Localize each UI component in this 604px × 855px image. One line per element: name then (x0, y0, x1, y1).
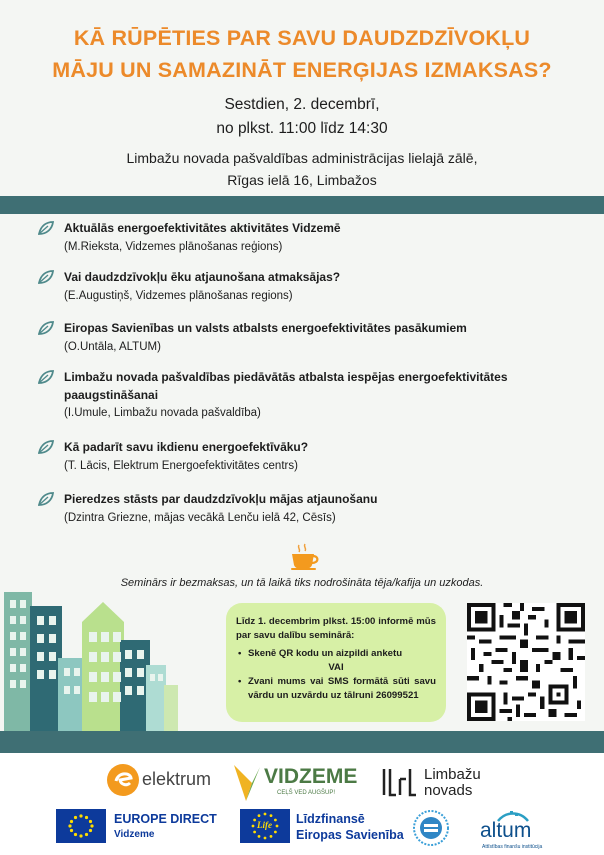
europe-direct-line-1: EUROPE DIRECT (114, 812, 217, 826)
event-date (0, 93, 604, 141)
vidzeme-logo-icon (232, 763, 262, 803)
venue-line-1: Limbažu novada pašvaldības administrācijas lielajā zālē, (126, 150, 478, 166)
coffee-cup-icon (288, 543, 320, 571)
venue-line-2: Rīgas ielā 16, Limbažos (227, 172, 377, 188)
seminar-note: Seminārs ir bezmaksas, un tā laikā tiks nodrošināta tēja/kafija un uzkodas. (120, 577, 484, 589)
qr-code[interactable] (467, 603, 585, 721)
elektrum-logo-text: elektrum (142, 769, 212, 789)
eu-cofinanced-line-2: Eiropas Savienība (296, 828, 404, 842)
agenda-item-speaker: (O.Untāla, ALTUM) (64, 341, 161, 353)
title-line-2: MĀJU UN SAMAZINĀT ENERĢIJAS IZMAKSAS? (52, 58, 552, 82)
agenda-item-speaker: (T. Lācis, Elektrum Energoefektivitātes centrs) (64, 460, 298, 472)
agenda-item-speaker: (Dzintra Griezne, mājas vecākā Lenču ielā 42, Cēsīs) (64, 512, 336, 524)
leaf-icon (38, 370, 54, 384)
registration-option-phone: • Zvani mums vai SMS formātā sūti savu vārdu un uzvārdu uz tālruni 26099521 (236, 675, 436, 703)
vidzeme-tagline: CEĻŠ VED AUGŠUP! (277, 790, 336, 796)
life-logo-text: Life (257, 820, 272, 830)
event-venue (0, 147, 604, 191)
eu-flag-icon (56, 809, 106, 843)
date-line-2: no plkst. 11:00 līdz 14:30 (216, 120, 388, 137)
agenda-item-title: Pieredzes stāsts par daudzdzīvokļu mājas atjaunošanu (64, 492, 378, 506)
leaf-icon (38, 270, 54, 284)
registration-options (236, 647, 436, 703)
leaf-icon (38, 321, 54, 335)
elektrum-logo-icon (106, 763, 140, 797)
agenda-item-title: Eiropas Savienības un valsts atbalsts energoefektivitātes pasākumiem (64, 321, 467, 335)
agenda-item-title: Aktuālās energoefektivitātes aktivitātes Vidzemē (64, 221, 341, 235)
bottom-divider-band (0, 731, 604, 753)
leaf-icon (38, 492, 54, 506)
limbazu-line-2: novads (424, 782, 473, 799)
leaf-icon (38, 221, 54, 235)
vidzeme-logo-text: VIDZEME (264, 765, 358, 788)
top-divider-band (0, 196, 604, 214)
altum-logo-text: altum (480, 819, 532, 842)
limbazu-line-1: Limbažu (424, 766, 481, 783)
registration-or: VAI (328, 662, 344, 673)
sponsor-logos (0, 753, 604, 855)
europe-direct-line-2: Vidzeme (114, 829, 155, 840)
event-title (0, 22, 604, 86)
eu-cofinanced-text (296, 811, 404, 843)
registration-option-qr: • Skenē QR kodu un aizpildi anketu (236, 647, 436, 661)
agenda-item-speaker: (I.Umule, Limbažu novada pašvaldība) (64, 407, 261, 419)
agenda-item-speaker: (M.Rieksta, Vidzemes plānošanas reģions) (64, 241, 283, 253)
agenda-item-title: Limbažu novada pašvaldības piedāvātās atbalsta iespējas energoefektivitātes paaugstināšanai (64, 370, 508, 402)
altum-tagline: Attīstības finanšu institūcija (482, 844, 543, 850)
registration-lead: Līdz 1. decembrim plkst. 15:00 informē mūs par savu dalību seminārā: (236, 616, 436, 641)
europe-direct-logo-text (114, 811, 217, 843)
agenda-item-speaker: (E.Augustiņš, Vidzemes plānošanas regions) (64, 290, 293, 302)
cel-seel-logo-icon (412, 809, 450, 847)
limbazu-novads-logo-text (424, 767, 481, 799)
registration-box (226, 603, 446, 722)
limbazu-novads-logo-icon (382, 767, 418, 797)
date-line-1: Sestdien, 2. decembrī, (224, 96, 380, 113)
eu-life-flag-icon (240, 809, 290, 843)
city-buildings-illustration (0, 570, 220, 735)
agenda-item-title: Vai daudzdzīvokļu ēku atjaunošana atmaksājas? (64, 270, 341, 284)
leaf-icon (38, 440, 54, 454)
eu-cofinanced-line-1: Līdzfinansē (296, 812, 365, 826)
agenda-item-title: Kā padarīt savu ikdienu energoefektīvāku? (64, 440, 309, 454)
title-line-1: KĀ RŪPĒTIES PAR SAVU DAUDZDZĪVOKĻU (73, 26, 531, 50)
